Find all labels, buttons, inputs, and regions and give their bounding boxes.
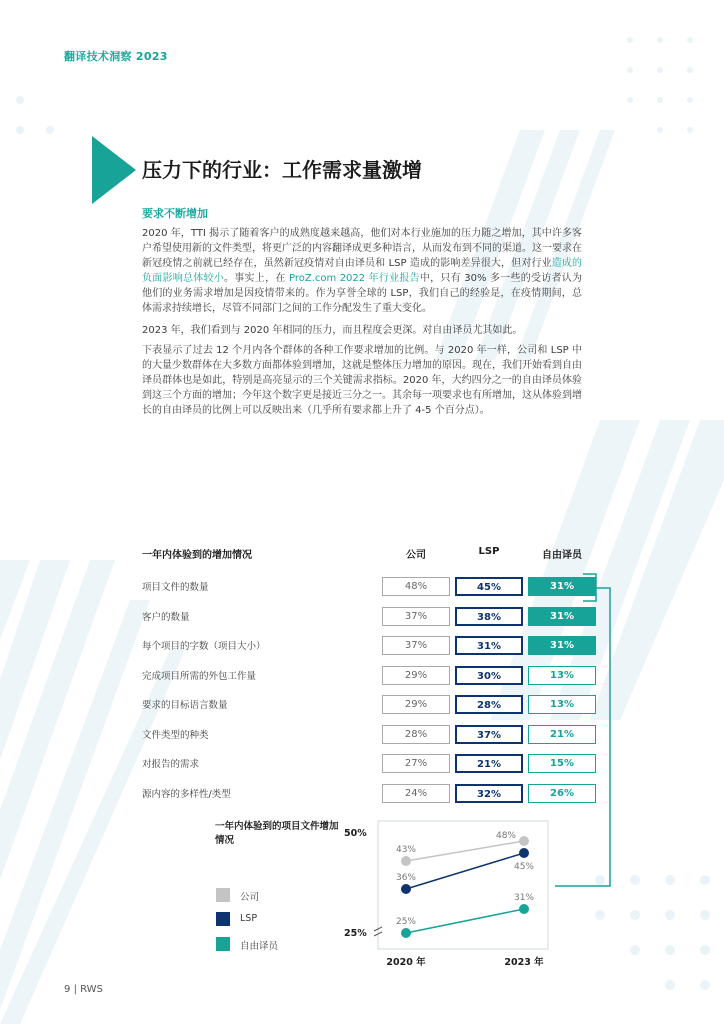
cell-freelance: 15% — [528, 754, 596, 773]
footer-separator: | — [73, 984, 77, 995]
cell-company: 27% — [382, 754, 450, 773]
section-subtitle: 要求不断增加 — [142, 207, 208, 220]
line-chart — [340, 815, 570, 985]
data-point — [519, 836, 529, 846]
page-title: 压力下的行业：工作需求量激增 — [142, 158, 422, 182]
cell-company: 24% — [382, 784, 450, 803]
data-point — [519, 904, 529, 914]
proz-report-link[interactable]: ProZ.com 2022 年行业报告 — [289, 273, 420, 284]
data-label: 48% — [495, 831, 517, 841]
paragraph-1-text-b: 。事实上，在 — [224, 273, 290, 284]
column-header-company: 公司 — [406, 550, 426, 561]
column-header-lsp: LSP — [478, 546, 500, 557]
row-label: 要求的目标语言数量 — [142, 700, 228, 711]
data-point — [401, 856, 411, 866]
footer — [64, 984, 103, 995]
row-label: 文件类型的种类 — [142, 729, 209, 741]
data-point — [519, 848, 529, 858]
legend-swatch-company — [216, 888, 230, 902]
cell-lsp: 31% — [455, 636, 523, 655]
cell-lsp: 32% — [455, 784, 523, 803]
row-label: 源内容的多样性/类型 — [142, 788, 231, 800]
y-tick-label: 25% — [344, 928, 367, 939]
cell-company: 28% — [382, 725, 450, 744]
row-label: 项目文件的数量 — [142, 582, 209, 593]
cell-freelance: 31% — [528, 636, 596, 655]
cell-freelance: 13% — [528, 666, 596, 685]
legend-label-company: 公司 — [240, 892, 260, 903]
impact-link[interactable]: 造成的负面影响总体较小 — [142, 258, 583, 284]
paragraph-2: 2023 年，我们看到与 2020 年相同的压力，而且程度会更深。对自由译员尤其如此。 — [142, 325, 523, 336]
row-label: 每个项目的字数（项目大小） — [142, 641, 266, 652]
y-tick-label: 50% — [344, 828, 367, 839]
cell-freelance: 26% — [528, 784, 596, 803]
cell-lsp: 30% — [455, 666, 523, 685]
footer-brand: RWS — [80, 984, 103, 995]
data-point — [401, 928, 411, 938]
x-tick-label: 2023 年 — [504, 957, 544, 968]
paragraph-1-text-a: 2020 年，TTI 揭示了随着客户的成熟度越来越高，他们对本行业施加的压力随之增加，其中许多客户希望使用新的文件类型，将更广泛的内容翻译成更多种语言，从而发布到不同的渠道。这一要求在新冠疫情之前就已经存在，虽然新冠疫情对自由译员和 LSP 造成的影响差异很大，但对行业 — [142, 228, 582, 269]
cell-lsp: 21% — [455, 754, 523, 773]
data-label: 45% — [513, 862, 535, 872]
cell-freelance: 21% — [528, 725, 596, 744]
cell-company: 37% — [382, 607, 450, 626]
table-title: 一年内体验到的增加情况 — [142, 550, 252, 561]
row-label: 完成项目所需的外包工作量 — [142, 670, 257, 682]
series-line — [406, 909, 524, 933]
data-label: 43% — [395, 845, 417, 855]
cell-company: 37% — [382, 636, 450, 655]
page-number: 9 — [64, 984, 71, 995]
column-header-freelance: 自由译员 — [542, 550, 582, 561]
cell-company: 29% — [382, 695, 450, 714]
cell-lsp: 38% — [455, 607, 523, 626]
cell-lsp: 28% — [455, 695, 523, 714]
data-point — [401, 884, 411, 894]
data-label: 25% — [395, 917, 417, 927]
row-label: 对报告的需求 — [142, 759, 200, 770]
chart-title: 一年内体验到的项目文件增加情况 — [215, 821, 339, 846]
paragraph-3: 下表显示了过去 12 个月内各个群体的各种工作要求增加的比例。与 2020 年一样，公司和 LSP 中的大量少数群体在大多数方面都体验到增加，这就是整体压力增加的原因。现在，我们开始看到自由译员群体也是如此，特别是高亮显示的三个关键需求指标。2020 年，大约四分之一的自由译员体验到这三个方面的增加；今年这个数字更是接近三分之一。其余每一项要求也有所增加，这从体验到增长的自由译员的比例上可以反映出来（几乎所有要求都上升了 4-5 个百分点）。 — [142, 345, 582, 416]
legend-label-lsp: LSP — [240, 913, 258, 924]
cell-lsp: 37% — [455, 725, 523, 744]
report-header: 翻译技术洞察 2023 — [64, 50, 168, 63]
cell-company: 29% — [382, 666, 450, 685]
cell-lsp: 45% — [455, 577, 523, 596]
legend-label-freelance: 自由译员 — [240, 941, 279, 952]
cell-freelance: 31% — [528, 577, 596, 596]
x-tick-label: 2020 年 — [386, 957, 426, 968]
cell-company: 48% — [382, 577, 450, 596]
legend-swatch-lsp — [216, 912, 230, 926]
data-label: 36% — [395, 873, 417, 883]
legend-swatch-freelance — [216, 937, 230, 951]
paragraph-1-text-c: 中，只有 30% 多一些的受访者认为他们的业务需求增加是因疫情带来的。作为享誉全球的 LSP，我们自己的经验是，在疫情期间，总体需求持续增长，尽管不同部门之间的工作分配发生了重大变化。 — [142, 273, 583, 314]
cell-freelance: 31% — [528, 607, 596, 626]
data-label: 31% — [513, 893, 535, 903]
cell-freelance: 13% — [528, 695, 596, 714]
row-label: 客户的数量 — [142, 611, 190, 623]
